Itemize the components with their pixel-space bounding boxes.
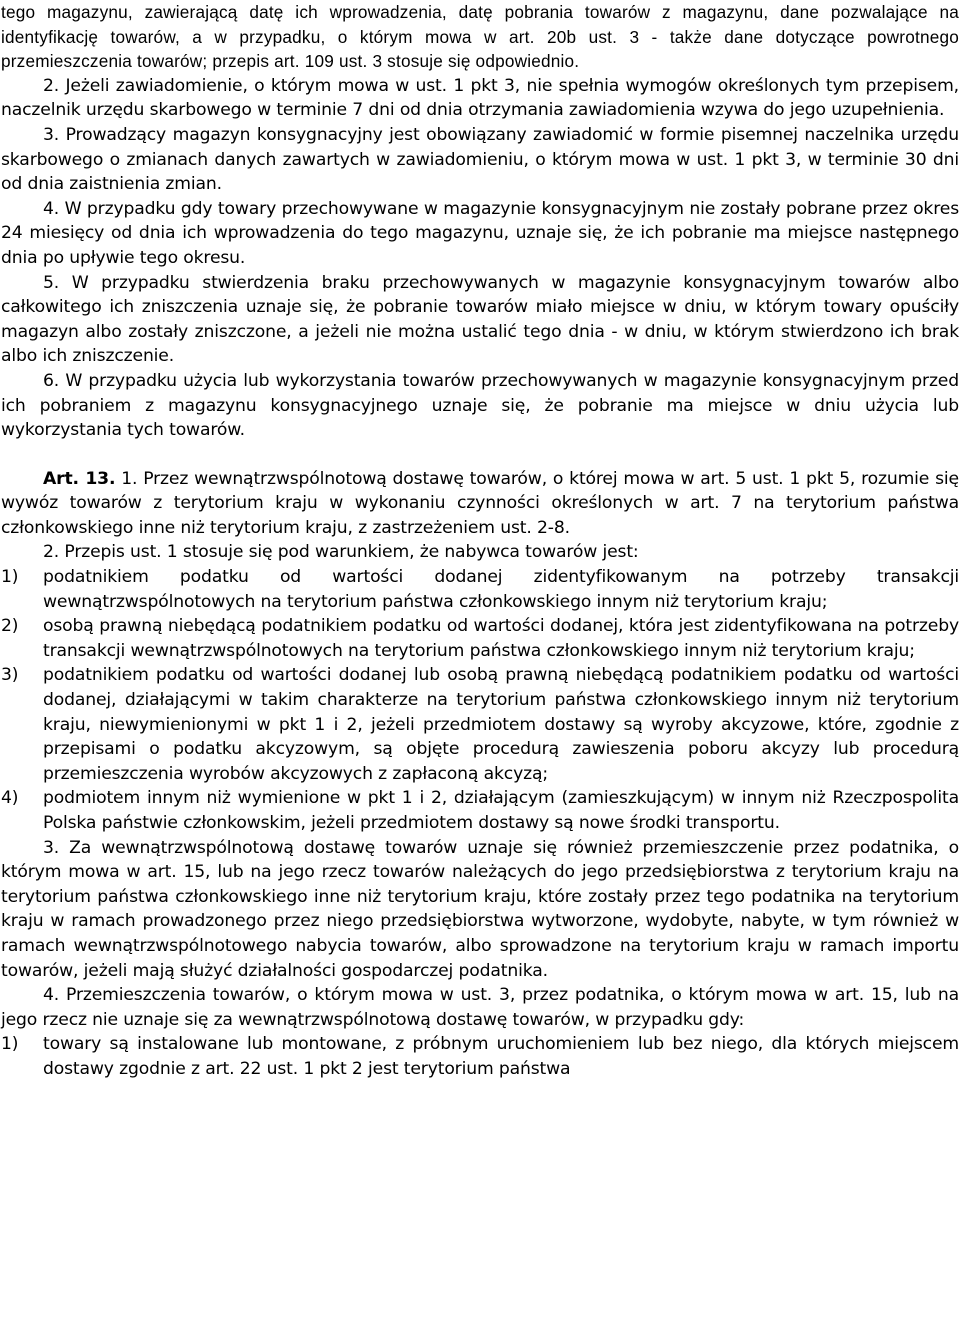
list-item-text: podatnikiem podatku od wartości dodanej zidentyfikowanym na potrzeby transakcji wewnątrzwspólnotowych na terytorium państwa członkowskiego innym niż terytorium kraju; bbox=[43, 567, 959, 612]
article-13-paragraph-3: 3. Za wewnątrzwspólnotową dostawę towarów uznaje się również przemieszczenie przez podatnika, o którym mowa w art. 15, lub na jego rzecz towarów należących do jego przedsiębiorstwa z terytorium kraju na terytorium państwa członkowskiego inne niż terytorium kraju, które zostały przez tego podatnika na terytorium kraju w ramach prowadzonego przez niego przedsiębiorstwa wytworzone, wydobyte, nabyte, w tym również w ramach wewnątrzwspólnotowego nabycia towarów, albo sprowadzone na terytorium kraju w ramach importu towarów, jeżeli mają służyć działalności gospodarczej podatnika. bbox=[1, 837, 959, 981]
paragraph-6: 6. W przypadku użycia lub wykorzystania towarów przechowywanych w magazynie konsygnacyjnym przed ich pobraniem z magazynu konsygnacyjnego uznaje się, że pobranie ma miejsce w dniu użycia lub wykorzystania tych towarów. bbox=[1, 370, 959, 441]
list-item-number: 3) bbox=[1, 665, 19, 686]
paragraph-5: 5. W przypadku stwierdzenia braku przechowywanych w magazynie konsygnacyjnym towarów albo całkowitego ich zniszczenia uznaje się, że pobranie towarów miało miejsce w dniu, w którym towary opuściły magazyn albo zostały zniszczone, a jeżeli nie można ustalić tego dnia - w dniu, w którym stwierdzono ich brak albo ich zniszczenie. bbox=[1, 272, 959, 367]
paragraph-continuation: tego magazynu, zawierającą datę ich wprowadzenia, datę pobrania towarów z magazynu, dane pozwalające na identyfikację towarów, a w przypadku, o którym mowa w art. 20b ust. 3 - także dane dotyczące powrotnego przemieszczenia towarów; przepis art. 109 ust. 3 stosuje się odpowiednio. bbox=[1, 2, 959, 72]
condition-list bbox=[1, 565, 959, 836]
list-item bbox=[1, 614, 959, 663]
list-item-number: 4) bbox=[1, 788, 19, 809]
list-item bbox=[1, 1032, 959, 1081]
exception-list bbox=[1, 1032, 959, 1081]
list-item-text: towary są instalowane lub montowane, z próbnym uruchomieniem lub bez niego, dla których miejscem dostawy zgodnie z art. 22 ust. 1 pkt 2 jest terytorium państwa bbox=[43, 1034, 959, 1079]
list-item bbox=[1, 565, 959, 614]
list-item-number: 1) bbox=[1, 1034, 19, 1055]
paragraph-3: 3. Prowadzący magazyn konsygnacyjny jest obowiązany zawiadomić w formie pisemnej naczelnika urzędu skarbowego o zmianach danych zawartych w zawiadomieniu, o którym mowa w ust. 1 pkt 3, w terminie 30 dni od dnia zaistnienia zmian. bbox=[1, 124, 959, 195]
list-item-text: osobą prawną niebędącą podatnikiem podatku od wartości dodanej, która jest zidentyfikowana na potrzeby transakcji wewnątrzwspólnotowych na terytorium państwa członkowskiego innym niż terytorium kraju; bbox=[43, 616, 959, 661]
article-13-paragraph-4: 4. Przemieszczenia towarów, o którym mowa w ust. 3, przez podatnika, o którym mowa w art. 15, lub na jego rzecz nie uznaje się za wewnątrzwspólnotową dostawę towarów, w przypadku gdy: bbox=[1, 985, 959, 1030]
list-item-text: podmiotem innym niż wymienione w pkt 1 i 2, działającym (zamieszkującym) w innym niż Rzeczpospolita Polska państwie członkowskim, jeżeli przedmiotem dostawy są nowe środki transportu. bbox=[43, 788, 959, 833]
paragraph-2: 2. Jeżeli zawiadomienie, o którym mowa w ust. 1 pkt 3, nie spełnia wymogów określonych tym przepisem, naczelnik urzędu skarbowego w terminie 7 dni od dnia otrzymania zawiadomienia wzywa do jego uzupełnienia. bbox=[1, 75, 959, 121]
list-item-number: 2) bbox=[1, 616, 19, 637]
spacer bbox=[1, 443, 959, 467]
list-item bbox=[1, 663, 959, 786]
article-heading: Art. 13. bbox=[43, 468, 116, 489]
article-13-text: 1. Przez wewnątrzwspólnotową dostawę towarów, o której mowa w art. 5 ust. 1 pkt 5, rozumie się wywóz towarów z terytorium kraju w wykonaniu czynności określonych w art. 7 na terytorium państwa członkowskiego inne niż terytorium kraju, z zastrzeżeniem ust. 2-8. bbox=[1, 468, 959, 538]
list-item bbox=[1, 786, 959, 835]
list-item-number: 1) bbox=[1, 567, 19, 588]
paragraph-4: 4. W przypadku gdy towary przechowywane w magazynie konsygnacyjnym nie zostały pobrane przez okres 24 miesięcy od dnia ich wprowadzenia do tego magazynu, uznaje się, że ich pobranie ma miejsce następnego dnia po upływie tego okresu. bbox=[1, 198, 959, 268]
list-item-text: podatnikiem podatku od wartości dodanej lub osobą prawną niebędącą podatnikiem podatku od wartości dodanej, działającymi w takim charakterze na terytorium państwa członkowskiego innym niż terytorium kraju, niewymienionymi w pkt 1 i 2, jeżeli przedmiotem dostawy są wyroby akcyzowe, które, zgodnie z przepisami o podatku akcyzowym, są objęte procedurą zawieszenia poboru akcyzy lub procedurą przemieszczenia wyrobów akcyzowych z zapłaconą akcyzą; bbox=[43, 665, 959, 784]
article-13-paragraph-1 bbox=[1, 467, 959, 541]
article-13-paragraph-2: 2. Przepis ust. 1 stosuje się pod warunkiem, że nabywca towarów jest: bbox=[43, 542, 639, 563]
